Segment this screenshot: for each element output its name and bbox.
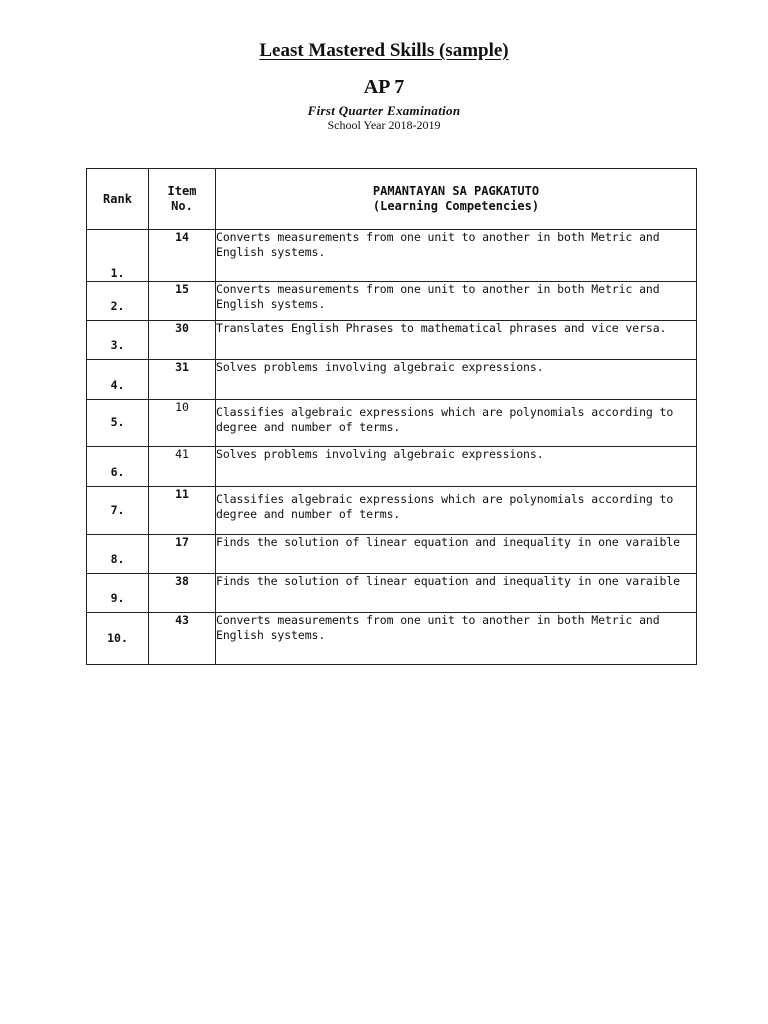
school-year: School Year 2018-2019 [327,118,441,132]
table-row [87,447,697,487]
table-row [87,613,697,665]
item-no-cell: 15 [149,282,216,321]
item-no-cell: 30 [149,321,216,360]
rank-cell: 3. [87,321,149,360]
rank-cell: 10. [87,613,149,665]
item-no-cell: 17 [149,535,216,574]
table-row [87,574,697,613]
item-no-header [149,169,216,230]
item-no-cell: 11 [149,487,216,535]
item-no-cell: 31 [149,360,216,400]
rank-cell: 9. [87,574,149,613]
rank-cell: 2. [87,282,149,321]
table-row [87,487,697,535]
rank-cell: 7. [87,487,149,535]
competency-header-line2: (Learning Competencies) [372,199,540,213]
item-header-line1: Item [167,184,197,198]
skills-table [86,168,697,665]
rank-header [87,169,149,230]
competency-cell: Classifies algebraic expressions which are polynomials according to degree and number of terms. [216,400,697,447]
competency-cell: Converts measurements from one unit to another in both Metric and English systems. [216,282,697,321]
competency-cell: Converts measurements from one unit to another in both Metric and English systems. [216,230,697,282]
exam-name: First Quarter Examination [307,103,461,118]
table-row [87,230,697,282]
table-row [87,535,697,574]
competency-header-line1: PAMANTAYAN SA PAGKATUTO [372,184,540,198]
item-no-cell: 10 [149,400,216,447]
competency-cell: Solves problems involving algebraic expressions. [216,360,697,400]
item-header-line2: No. [171,199,193,213]
rank-cell: 4. [87,360,149,400]
competency-cell: Converts measurements from one unit to another in both Metric and English systems. [216,613,697,665]
competency-cell: Classifies algebraic expressions which are polynomials according to degree and number of terms. [216,487,697,535]
item-no-cell: 38 [149,574,216,613]
document-title: Least Mastered Skills (sample) [259,40,509,61]
rank-cell: 1. [87,230,149,282]
competency-cell: Finds the solution of linear equation and inequality in one varaible [216,535,697,574]
rank-cell: 6. [87,447,149,487]
table-header-row [87,169,697,230]
competency-cell: Solves problems involving algebraic expressions. [216,447,697,487]
rank-cell: 5. [87,400,149,447]
rank-cell: 8. [87,535,149,574]
table-row [87,321,697,360]
rank-header-label: Rank [103,191,132,206]
competency-cell: Finds the solution of linear equation and inequality in one varaible [216,574,697,613]
competency-header [216,169,697,230]
item-no-cell: 41 [149,447,216,487]
item-no-cell: 43 [149,613,216,665]
subject-title: AP 7 [363,76,405,98]
table-row [87,400,697,447]
table-row [87,282,697,321]
competency-cell: Translates English Phrases to mathematical phrases and vice versa. [216,321,697,360]
item-no-cell: 14 [149,230,216,282]
table-row [87,360,697,400]
